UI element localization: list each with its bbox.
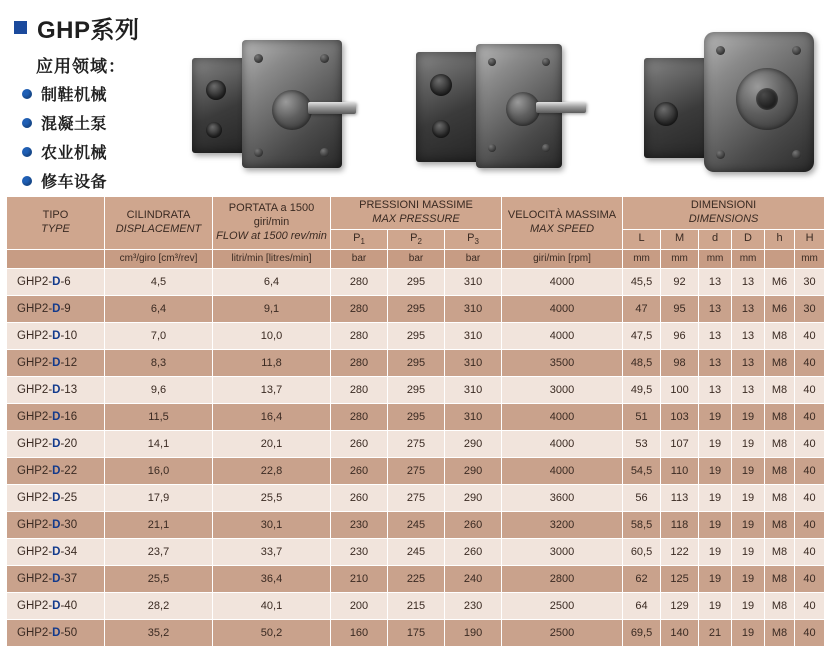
table-body: [7, 269, 825, 647]
cell-d-lower: 19: [699, 593, 732, 620]
table-row: [7, 377, 825, 404]
cell-p1: 260: [331, 431, 388, 458]
list-item: [22, 140, 107, 163]
cell-d-lower: 19: [699, 458, 732, 485]
square-bullet-icon: [14, 21, 27, 34]
cell-m: 140: [661, 620, 699, 647]
cell-p2: 245: [388, 539, 445, 566]
cell-type: GHP2-D-34: [7, 539, 105, 566]
unit-displacement: cm³/giro [cm³/rev]: [105, 249, 213, 269]
col-type: TIPO TYPE: [7, 197, 105, 250]
cell-flow: 40,1: [213, 593, 331, 620]
cell-p3: 290: [445, 431, 502, 458]
table-units-row: [7, 249, 825, 269]
pump-illustration: [180, 18, 370, 183]
cell-speed: 2800: [502, 566, 623, 593]
specification-table: [6, 196, 825, 647]
cell-l: 56: [623, 485, 661, 512]
pump-photo-3: [640, 18, 830, 183]
cell-d-lower: 13: [699, 269, 732, 296]
cell-displacement: 8,3: [105, 350, 213, 377]
cell-d-lower: 19: [699, 539, 732, 566]
table-row: [7, 512, 825, 539]
cell-p3: 310: [445, 296, 502, 323]
cell-p3: 310: [445, 323, 502, 350]
cell-p2: 295: [388, 323, 445, 350]
col-dim-l: L: [623, 229, 661, 249]
table-row: [7, 593, 825, 620]
cell-p3: 260: [445, 539, 502, 566]
cell-speed: 3200: [502, 512, 623, 539]
cell-h-upper: 40: [795, 566, 825, 593]
cell-p3: 230: [445, 593, 502, 620]
unit-p1: bar: [331, 249, 388, 269]
table-row: [7, 350, 825, 377]
col-dimensions-group: DIMENSIONI DIMENSIONS: [623, 197, 825, 230]
cell-p3: 290: [445, 458, 502, 485]
cell-l: 48,5: [623, 350, 661, 377]
cell-h-lower: M6: [765, 296, 795, 323]
cell-d-lower: 19: [699, 404, 732, 431]
cell-m: 100: [661, 377, 699, 404]
outlet-port: [432, 120, 450, 138]
cell-m: 103: [661, 404, 699, 431]
table-row: [7, 431, 825, 458]
cell-h-lower: M8: [765, 566, 795, 593]
cell-flow: 16,4: [213, 404, 331, 431]
cell-speed: 3600: [502, 485, 623, 512]
pump-photo-2: [410, 18, 600, 183]
cell-l: 69,5: [623, 620, 661, 647]
cell-flow: 25,5: [213, 485, 331, 512]
cell-d-lower: 21: [699, 620, 732, 647]
cell-type: GHP2-D-10: [7, 323, 105, 350]
cell-type: GHP2-D-40: [7, 593, 105, 620]
cell-h-lower: M8: [765, 350, 795, 377]
cell-speed: 4000: [502, 458, 623, 485]
table-row: [7, 485, 825, 512]
cell-p3: 240: [445, 566, 502, 593]
bolt-icon: [542, 144, 550, 152]
application-label: 农业机械: [41, 145, 108, 162]
cell-p2: 295: [388, 296, 445, 323]
bullet-dot-icon: [22, 89, 32, 99]
cell-d-lower: 13: [699, 377, 732, 404]
cell-displacement: 7,0: [105, 323, 213, 350]
cell-displacement: 23,7: [105, 539, 213, 566]
cell-p1: 200: [331, 593, 388, 620]
cell-p1: 230: [331, 512, 388, 539]
unit-l: mm: [623, 249, 661, 269]
cell-d-upper: 13: [732, 350, 765, 377]
cell-speed: 3500: [502, 350, 623, 377]
cell-l: 62: [623, 566, 661, 593]
cell-d-upper: 19: [732, 458, 765, 485]
cell-h-upper: 40: [795, 485, 825, 512]
cell-flow: 13,7: [213, 377, 331, 404]
unit-h-upper: mm: [795, 249, 825, 269]
cell-l: 51: [623, 404, 661, 431]
cell-speed: 3000: [502, 377, 623, 404]
cell-l: 58,5: [623, 512, 661, 539]
cell-p1: 280: [331, 296, 388, 323]
drive-shaft: [536, 102, 586, 113]
bolt-icon: [792, 46, 801, 55]
cell-flow: 22,8: [213, 458, 331, 485]
cell-m: 118: [661, 512, 699, 539]
application-label: 混凝土泵: [41, 116, 108, 133]
table-row: [7, 404, 825, 431]
unit-m: mm: [661, 249, 699, 269]
cell-m: 96: [661, 323, 699, 350]
cell-p2: 275: [388, 431, 445, 458]
cell-m: 98: [661, 350, 699, 377]
application-label: 修车设备: [41, 174, 108, 191]
cell-h-lower: M8: [765, 539, 795, 566]
cell-flow: 9,1: [213, 296, 331, 323]
cell-speed: 4000: [502, 269, 623, 296]
cell-m: 95: [661, 296, 699, 323]
cell-type: GHP2-D-9: [7, 296, 105, 323]
header: [0, 0, 830, 190]
cell-displacement: 9,6: [105, 377, 213, 404]
cell-h-upper: 40: [795, 539, 825, 566]
cell-l: 47,5: [623, 323, 661, 350]
cell-h-upper: 40: [795, 323, 825, 350]
cell-p1: 210: [331, 566, 388, 593]
cell-type: GHP2-D-20: [7, 431, 105, 458]
cell-p3: 310: [445, 350, 502, 377]
cell-p1: 260: [331, 458, 388, 485]
cell-d-lower: 19: [699, 512, 732, 539]
cell-speed: 4000: [502, 296, 623, 323]
applications-label: 应用领域：: [36, 57, 126, 76]
page-title-text: GHP系列: [37, 17, 140, 44]
unit-d-lower: mm: [699, 249, 732, 269]
col-p1: $P_1$: [331, 229, 388, 249]
inlet-port: [430, 74, 452, 96]
cell-l: 60,5: [623, 539, 661, 566]
cell-h-upper: 40: [795, 458, 825, 485]
cell-h-lower: M8: [765, 377, 795, 404]
drive-shaft: [308, 102, 356, 114]
cell-p3: 310: [445, 377, 502, 404]
cell-m: 129: [661, 593, 699, 620]
cell-m: 122: [661, 539, 699, 566]
cell-displacement: 4,5: [105, 269, 213, 296]
bolt-icon: [488, 58, 496, 66]
cell-displacement: 14,1: [105, 431, 213, 458]
unit-type: [7, 249, 105, 269]
bullet-dot-icon: [22, 147, 32, 157]
cell-type: GHP2-D-22: [7, 458, 105, 485]
cell-p1: 280: [331, 404, 388, 431]
cell-m: 92: [661, 269, 699, 296]
cell-d-lower: 13: [699, 296, 732, 323]
cell-h-lower: M8: [765, 512, 795, 539]
cell-p1: 230: [331, 539, 388, 566]
table-row: [7, 620, 825, 647]
cell-p2: 295: [388, 404, 445, 431]
unit-h-lower: [765, 249, 795, 269]
table-row: [7, 296, 825, 323]
table-row: [7, 323, 825, 350]
cell-h-lower: M8: [765, 404, 795, 431]
cell-p1: 260: [331, 485, 388, 512]
cell-d-lower: 13: [699, 323, 732, 350]
cell-h-lower: M8: [765, 431, 795, 458]
bolt-icon: [716, 150, 725, 159]
bolt-icon: [716, 46, 725, 55]
cell-displacement: 35,2: [105, 620, 213, 647]
cell-h-lower: M8: [765, 323, 795, 350]
cell-type: GHP2-D-30: [7, 512, 105, 539]
cell-p3: 290: [445, 485, 502, 512]
cell-h-lower: M8: [765, 620, 795, 647]
cell-h-upper: 40: [795, 377, 825, 404]
specification-table-container: [6, 196, 824, 647]
cell-flow: 10,0: [213, 323, 331, 350]
outlet-port: [206, 122, 222, 138]
cell-d-upper: 19: [732, 404, 765, 431]
cell-d-lower: 19: [699, 485, 732, 512]
cell-d-upper: 19: [732, 620, 765, 647]
col-flow: PORTATA a 1500 giri/min FLOW at 1500 rev/min: [213, 197, 331, 250]
cell-speed: 4000: [502, 323, 623, 350]
cell-displacement: 25,5: [105, 566, 213, 593]
unit-d-upper: mm: [732, 249, 765, 269]
bullet-dot-icon: [22, 118, 32, 128]
cell-flow: 11,8: [213, 350, 331, 377]
cell-m: 110: [661, 458, 699, 485]
cell-p2: 175: [388, 620, 445, 647]
cell-h-lower: M8: [765, 593, 795, 620]
cell-flow: 50,2: [213, 620, 331, 647]
cell-p3: 260: [445, 512, 502, 539]
table-row: [7, 539, 825, 566]
cell-displacement: 16,0: [105, 458, 213, 485]
cell-h-upper: 40: [795, 593, 825, 620]
cell-type: GHP2-D-13: [7, 377, 105, 404]
unit-flow: litri/min [litres/min]: [213, 249, 331, 269]
cell-p2: 275: [388, 485, 445, 512]
cell-displacement: 17,9: [105, 485, 213, 512]
cell-d-upper: 13: [732, 296, 765, 323]
table-row: [7, 269, 825, 296]
cell-l: 53: [623, 431, 661, 458]
unit-p2: bar: [388, 249, 445, 269]
cell-d-upper: 19: [732, 485, 765, 512]
cell-d-upper: 19: [732, 593, 765, 620]
cell-p1: 160: [331, 620, 388, 647]
pump-illustration: [640, 18, 830, 183]
cell-speed: 4000: [502, 404, 623, 431]
table-row: [7, 566, 825, 593]
cell-flow: 33,7: [213, 539, 331, 566]
list-item: [22, 111, 107, 134]
page-title: [14, 10, 140, 45]
col-dim-h-upper: H: [795, 229, 825, 249]
cell-h-upper: 30: [795, 269, 825, 296]
col-dim-d-lower: d: [699, 229, 732, 249]
pump-illustration: [410, 18, 600, 183]
bolt-icon: [488, 144, 496, 152]
unit-p3: bar: [445, 249, 502, 269]
col-max-pressure-group: PRESSIONI MASSIME MAX PRESSURE: [331, 197, 502, 230]
cell-speed: 2500: [502, 620, 623, 647]
bolt-icon: [254, 54, 263, 63]
pump-photo-1: [180, 18, 370, 183]
cell-d-lower: 19: [699, 566, 732, 593]
cell-type: GHP2-D-25: [7, 485, 105, 512]
application-label: 制鞋机械: [41, 87, 108, 104]
cell-h-lower: M8: [765, 485, 795, 512]
cell-flow: 36,4: [213, 566, 331, 593]
list-item: [22, 82, 107, 105]
cell-p2: 295: [388, 350, 445, 377]
cell-p3: 310: [445, 269, 502, 296]
cell-speed: 2500: [502, 593, 623, 620]
cell-d-lower: 13: [699, 350, 732, 377]
list-item: [22, 169, 107, 192]
cell-displacement: 11,5: [105, 404, 213, 431]
cell-l: 54,5: [623, 458, 661, 485]
cell-d-upper: 13: [732, 269, 765, 296]
cell-speed: 4000: [502, 431, 623, 458]
cell-displacement: 21,1: [105, 512, 213, 539]
col-p3: $P_3$: [445, 229, 502, 249]
table-header: [7, 197, 825, 269]
col-dim-h-lower: h: [765, 229, 795, 249]
col-p2: $P_2$: [388, 229, 445, 249]
inlet-port: [206, 80, 226, 100]
bolt-icon: [320, 54, 329, 63]
bolt-icon: [542, 58, 550, 66]
cell-h-upper: 40: [795, 404, 825, 431]
col-dim-d-upper: D: [732, 229, 765, 249]
col-dim-m: M: [661, 229, 699, 249]
cell-d-upper: 19: [732, 566, 765, 593]
cell-p1: 280: [331, 323, 388, 350]
cell-h-lower: M8: [765, 458, 795, 485]
cell-type: GHP2-D-12: [7, 350, 105, 377]
shaft-ring: [272, 90, 312, 130]
cell-p3: 310: [445, 404, 502, 431]
cell-l: 47: [623, 296, 661, 323]
cell-p3: 190: [445, 620, 502, 647]
cell-p2: 245: [388, 512, 445, 539]
cell-l: 49,5: [623, 377, 661, 404]
cell-h-upper: 40: [795, 350, 825, 377]
inlet-port: [654, 102, 678, 126]
cell-l: 64: [623, 593, 661, 620]
cell-h-upper: 30: [795, 296, 825, 323]
cell-d-upper: 19: [732, 539, 765, 566]
cell-h-upper: 40: [795, 620, 825, 647]
cell-d-upper: 13: [732, 323, 765, 350]
applications-list: [22, 82, 107, 198]
table-row: [7, 458, 825, 485]
cell-p2: 295: [388, 377, 445, 404]
cell-flow: 6,4: [213, 269, 331, 296]
cell-speed: 3000: [502, 539, 623, 566]
cell-h-upper: 40: [795, 431, 825, 458]
cell-p2: 215: [388, 593, 445, 620]
product-photos: [170, 18, 820, 188]
cell-flow: 30,1: [213, 512, 331, 539]
bolt-icon: [792, 150, 801, 159]
cell-p1: 280: [331, 377, 388, 404]
cell-h-upper: 40: [795, 512, 825, 539]
cell-d-lower: 19: [699, 431, 732, 458]
cell-type: GHP2-D-16: [7, 404, 105, 431]
table-header-row-main: [7, 197, 825, 230]
cell-d-upper: 13: [732, 377, 765, 404]
cell-p2: 225: [388, 566, 445, 593]
cell-d-upper: 19: [732, 431, 765, 458]
col-max-speed: VELOCITÀ MASSIMA MAX SPEED: [502, 197, 623, 250]
cell-flow: 20,1: [213, 431, 331, 458]
cell-p2: 275: [388, 458, 445, 485]
bullet-dot-icon: [22, 176, 32, 186]
cell-p1: 280: [331, 350, 388, 377]
bolt-icon: [254, 148, 263, 157]
col-displacement: CILINDRATA DISPLACEMENT: [105, 197, 213, 250]
shaft-ring: [506, 92, 540, 126]
cell-h-lower: M6: [765, 269, 795, 296]
cell-m: 125: [661, 566, 699, 593]
cell-type: GHP2-D-37: [7, 566, 105, 593]
cell-l: 45,5: [623, 269, 661, 296]
cell-p2: 295: [388, 269, 445, 296]
cell-type: GHP2-D-50: [7, 620, 105, 647]
cell-p1: 280: [331, 269, 388, 296]
center-bore: [756, 88, 778, 110]
cell-m: 107: [661, 431, 699, 458]
unit-speed: giri/min [rpm]: [502, 249, 623, 269]
cell-m: 113: [661, 485, 699, 512]
cell-displacement: 28,2: [105, 593, 213, 620]
cell-d-upper: 19: [732, 512, 765, 539]
bolt-icon: [320, 148, 329, 157]
cell-displacement: 6,4: [105, 296, 213, 323]
cell-type: GHP2-D-6: [7, 269, 105, 296]
